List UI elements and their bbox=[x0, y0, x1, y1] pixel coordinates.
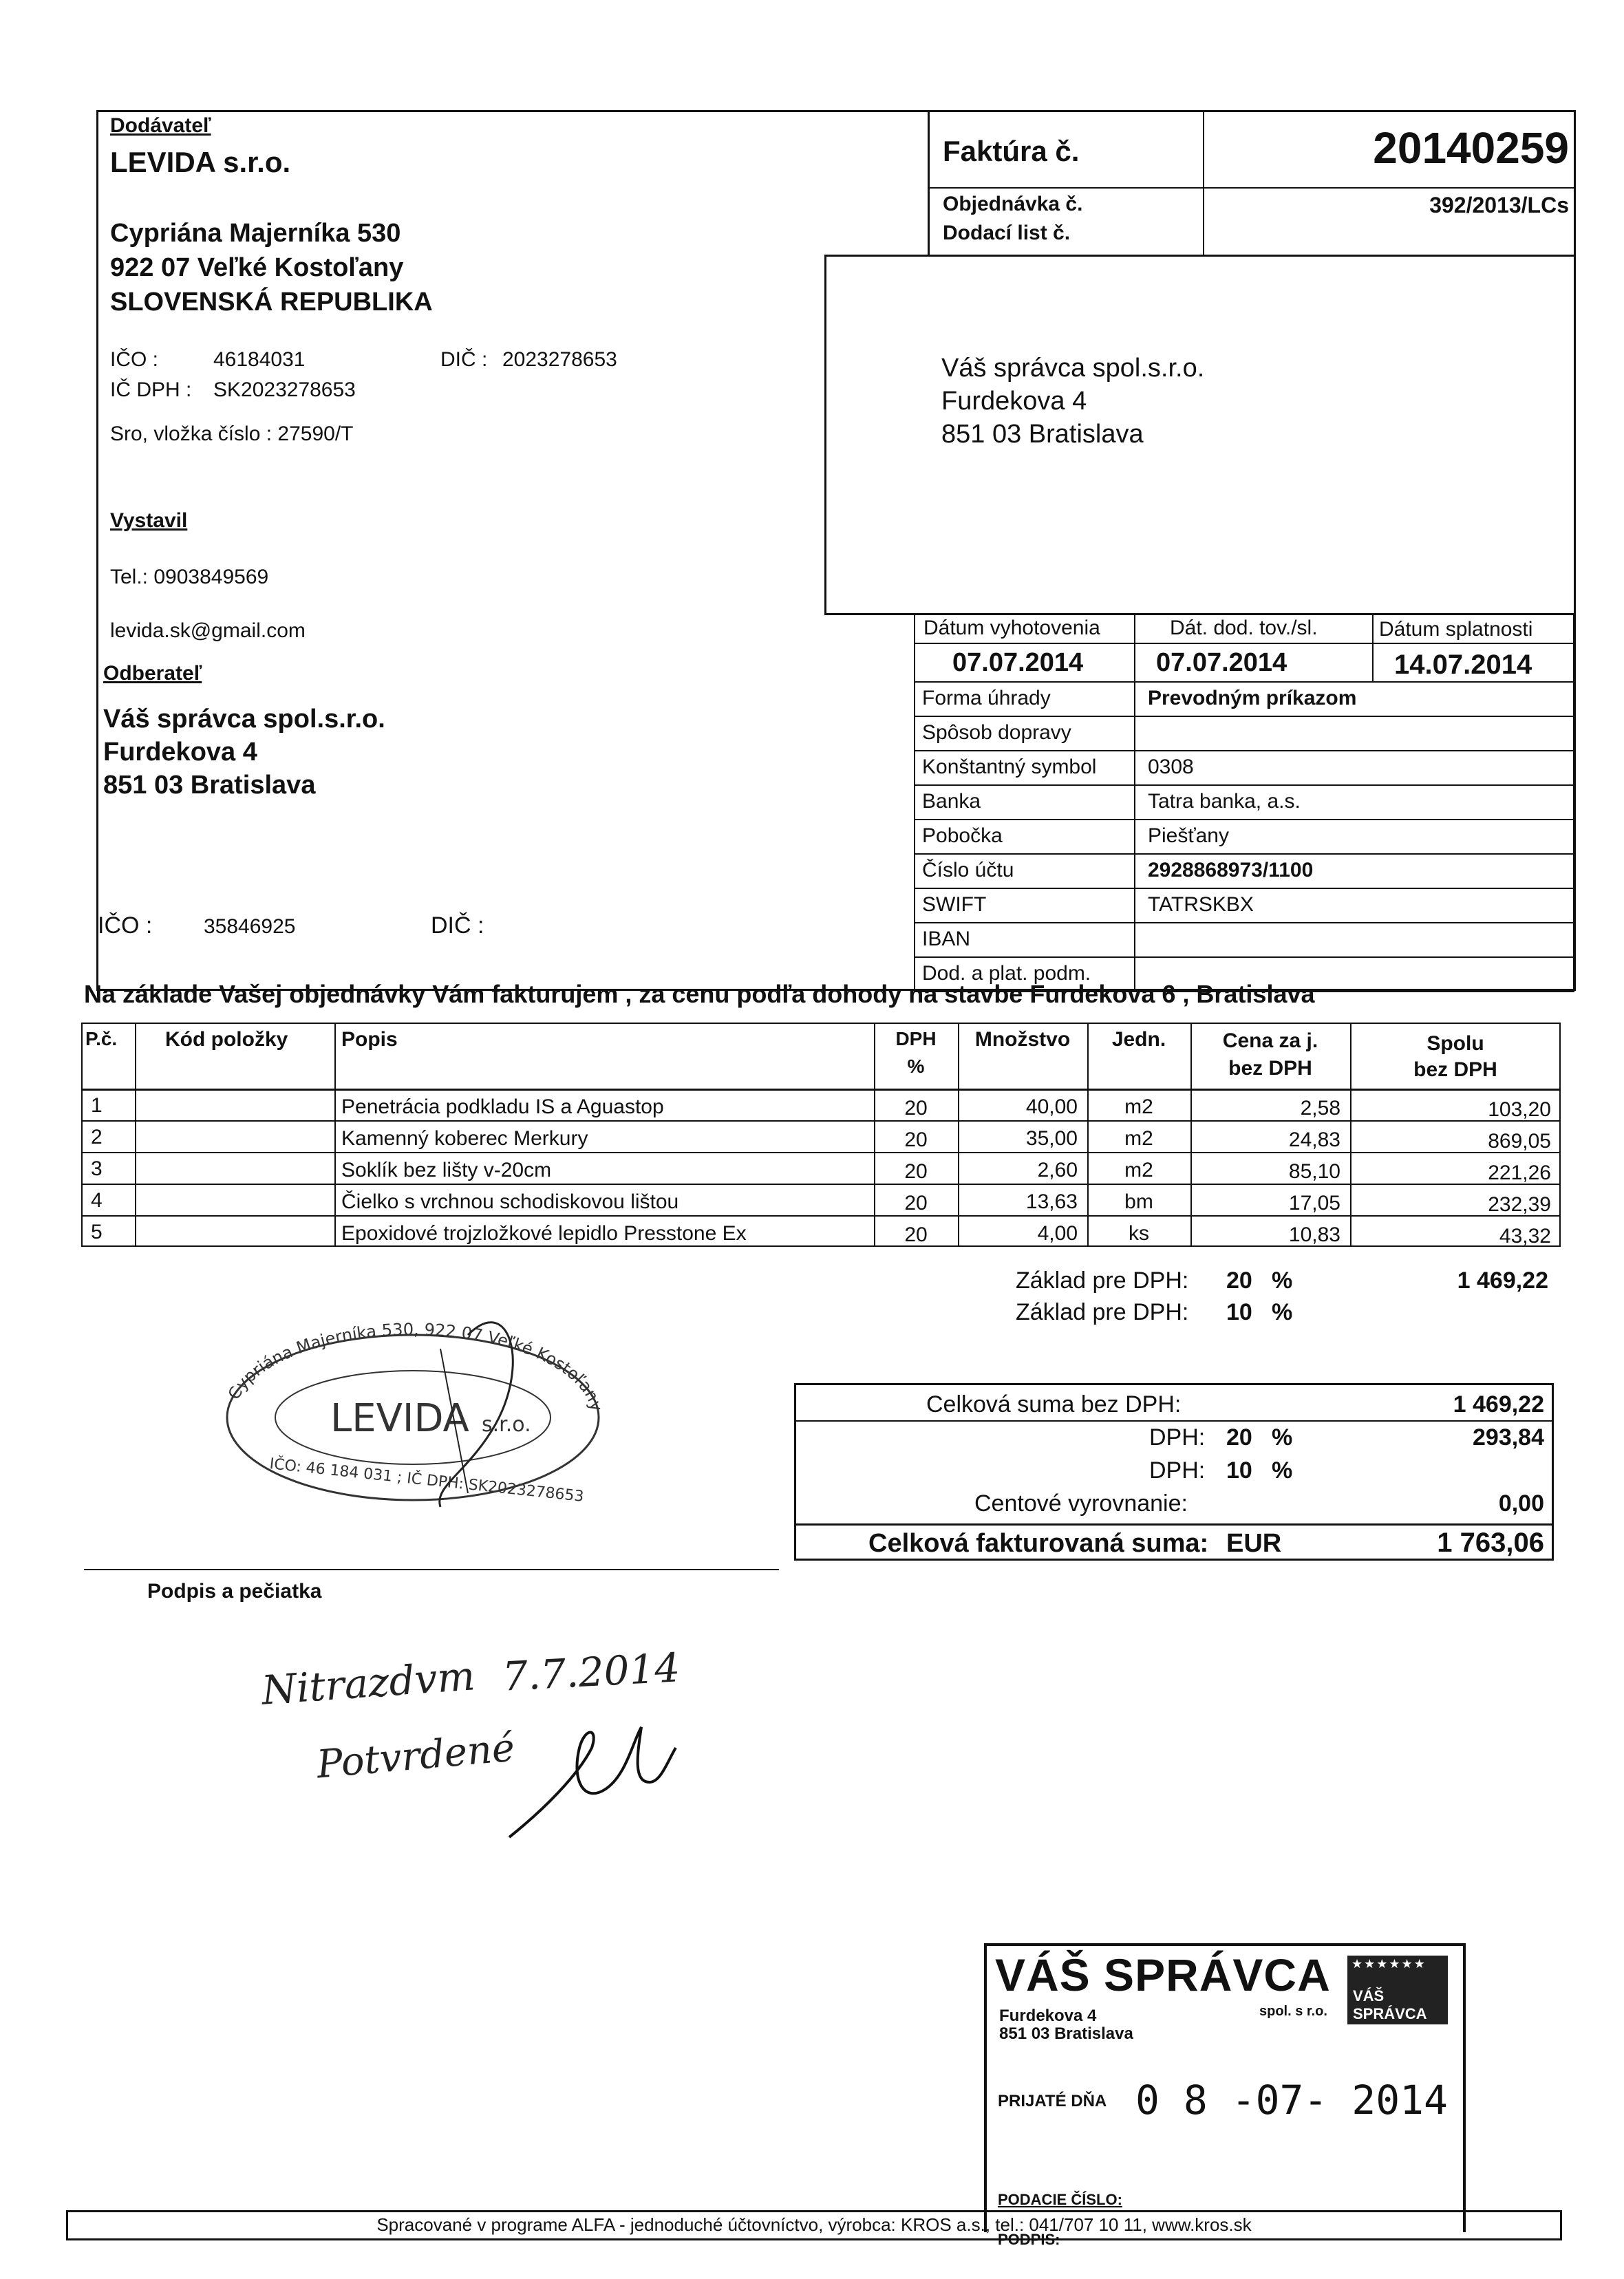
table-row bbox=[81, 1120, 1561, 1122]
row-pc: 4 bbox=[91, 1189, 103, 1212]
supplier-ico-label: IČO : bbox=[110, 348, 159, 371]
issued-by-heading: Vystavil bbox=[110, 509, 188, 532]
footer-text: Spracované v programe ALFA - jednoduché účtovníctvo, výrobca: KROS a.s., tel.: 041/707 10 11, www.kros.sk bbox=[376, 2214, 1252, 2235]
supplier-icdph: SK2023278653 bbox=[213, 378, 356, 401]
recipient-address-box bbox=[824, 255, 1576, 615]
supplier-heading: Dodávateľ bbox=[110, 114, 211, 137]
col-header-price-net: bez DPH bbox=[1228, 1057, 1312, 1080]
col-header-desc: Popis bbox=[341, 1028, 398, 1051]
vat-base-10-pct: % bbox=[1272, 1299, 1293, 1325]
vat-base-20-pct: % bbox=[1272, 1267, 1293, 1294]
supplier-city: 922 07 Veľké Kostoľany bbox=[110, 253, 404, 282]
row-vat: 20 bbox=[904, 1223, 928, 1246]
row-pc: 3 bbox=[91, 1157, 103, 1180]
row-price: 10,83 bbox=[1288, 1223, 1340, 1246]
row-desc: Soklík bez lišty v-20cm bbox=[341, 1159, 552, 1181]
stamp-city: 851 03 Bratislava bbox=[999, 2024, 1133, 2043]
col-header-pc: P.č. bbox=[85, 1028, 118, 1049]
row-unit: m2 bbox=[1124, 1095, 1153, 1118]
supplier-email: levida.sk@gmail.com bbox=[110, 619, 306, 642]
col-header-price: Cena za j. bbox=[1222, 1029, 1318, 1052]
payment-label: Banka bbox=[922, 790, 981, 813]
customer-name: Váš správca spol.s.r.o. bbox=[103, 705, 385, 734]
row-price: 17,05 bbox=[1288, 1192, 1340, 1215]
row-vat: 20 bbox=[904, 1160, 928, 1183]
recipient-street: Furdekova 4 bbox=[941, 387, 1087, 416]
row-qty: 13,63 bbox=[1025, 1190, 1078, 1213]
row-price: 24,83 bbox=[1288, 1128, 1340, 1151]
row-qty: 4,00 bbox=[1037, 1222, 1078, 1245]
customer-ico-label: IČO : bbox=[98, 912, 153, 939]
row-total: 232,39 bbox=[1488, 1193, 1551, 1216]
stamp-logo bbox=[1347, 1956, 1448, 2024]
vat-base-20-amount: 1 469,22 bbox=[1457, 1267, 1548, 1294]
row-pc: 5 bbox=[91, 1221, 103, 1243]
stamp-logo-text: VÁŠ SPRÁVCA bbox=[1353, 1987, 1427, 2022]
col-header-code: Kód položky bbox=[165, 1028, 288, 1051]
payment-label: Číslo účtu bbox=[922, 859, 1014, 881]
issue-date: 07.07.2014 bbox=[952, 648, 1084, 677]
invoice-divider bbox=[928, 111, 930, 256]
stamp-logo-stars: ★★★★★★ bbox=[1351, 1957, 1427, 1971]
net-total-label: Celková suma bez DPH: bbox=[926, 1391, 1182, 1417]
row-unit: m2 bbox=[1124, 1159, 1153, 1181]
col-header-total: Spolu bbox=[1427, 1032, 1484, 1055]
supplier-street: Cypriána Majerníka 530 bbox=[110, 219, 401, 248]
customer-ico: 35846925 bbox=[204, 915, 296, 938]
row-total: 43,32 bbox=[1499, 1225, 1551, 1248]
payment-label: Spôsob dopravy bbox=[922, 721, 1071, 744]
vat-10-label: DPH: bbox=[1149, 1457, 1206, 1484]
rounding-amount: 0,00 bbox=[1498, 1490, 1544, 1517]
row-unit: bm bbox=[1124, 1190, 1153, 1213]
handwritten-signature bbox=[495, 1700, 716, 1851]
row-total: 103,20 bbox=[1488, 1098, 1551, 1121]
stamp-sub: spol. s r.o. bbox=[1259, 2004, 1327, 2019]
payment-row-rule bbox=[914, 750, 1574, 751]
row-vat: 20 bbox=[904, 1192, 928, 1215]
payment-value: 0308 bbox=[1148, 756, 1194, 778]
row-qty: 40,00 bbox=[1025, 1095, 1078, 1118]
stamp-received-date: 0 8 -07- 2014 bbox=[1135, 2077, 1448, 2123]
payment-row-rule bbox=[914, 956, 1574, 958]
supplier-phone: Tel.: 0903849569 bbox=[110, 566, 269, 588]
handwritten-note-1: Nitrazdvm bbox=[260, 1652, 477, 1714]
grand-total-currency: EUR bbox=[1226, 1529, 1282, 1558]
order-number: 392/2013/LCs bbox=[1429, 193, 1569, 217]
payment-value-col bbox=[1134, 681, 1135, 991]
rounding-label: Centové vyrovnanie: bbox=[974, 1490, 1188, 1517]
recipient-name: Váš správca spol.s.r.o. bbox=[941, 354, 1205, 383]
row-qty: 2,60 bbox=[1037, 1159, 1078, 1181]
row-desc: Epoxidové trojzložkové lepidlo Presstone Ex bbox=[341, 1222, 747, 1245]
summary-top-rule bbox=[794, 1420, 1554, 1422]
payment-value: TATRSKBX bbox=[1148, 893, 1254, 916]
payment-row-rule bbox=[914, 922, 1574, 923]
payment-row-rule bbox=[914, 784, 1574, 786]
stamp-sign-label: PODPIS: bbox=[998, 2231, 1060, 2248]
seal-ring-text: Cypriána Majerníka 530, 922 07 Veľké Kostoľany bbox=[224, 1319, 607, 1413]
due-date-label: Dátum splatnosti bbox=[1379, 618, 1533, 641]
payment-label: SWIFT bbox=[922, 893, 987, 916]
invoice-number: 20140259 bbox=[1373, 123, 1569, 173]
col-header-vat-pct: % bbox=[907, 1056, 925, 1077]
payment-value: Prevodným príkazom bbox=[1148, 687, 1357, 709]
stamp-street: Furdekova 4 bbox=[999, 2007, 1097, 2025]
invoice-number-divider bbox=[1203, 111, 1204, 256]
summary-total-rule bbox=[794, 1523, 1554, 1526]
customer-street: Furdekova 4 bbox=[103, 738, 257, 767]
supplier-name: LEVIDA s.r.o. bbox=[110, 146, 291, 178]
stamp-received-label: PRIJATÉ DŇA bbox=[998, 2092, 1107, 2110]
payment-label: Konštantný symbol bbox=[922, 756, 1097, 778]
col-header-unit: Jedn. bbox=[1111, 1028, 1166, 1051]
customer-dic-label: DIČ : bbox=[431, 912, 484, 939]
row-total: 221,26 bbox=[1488, 1162, 1551, 1184]
dates-col-3 bbox=[1372, 615, 1374, 681]
signature-label: Podpis a pečiatka bbox=[147, 1580, 322, 1603]
issue-date-label: Dátum vyhotovenia bbox=[923, 617, 1100, 639]
vat-base-20-label: Základ pre DPH: bbox=[1016, 1267, 1189, 1294]
supplier-register: Sro, vložka číslo : 27590/T bbox=[110, 422, 354, 445]
vat-10-rate: 10 bbox=[1226, 1457, 1252, 1484]
row-price: 85,10 bbox=[1288, 1160, 1340, 1183]
seal-ids: IČO: 46 184 031 ; IČ DPH: SK2023278653 bbox=[268, 1455, 585, 1506]
col-header-total-net: bez DPH bbox=[1413, 1058, 1497, 1081]
payment-value: 2928868973/1100 bbox=[1148, 859, 1314, 881]
table-row bbox=[81, 1152, 1561, 1153]
payment-label: IBAN bbox=[922, 928, 971, 950]
table-column-rule bbox=[334, 1023, 336, 1247]
row-price: 2,58 bbox=[1300, 1097, 1340, 1120]
payment-row-rule bbox=[914, 716, 1574, 717]
due-date: 14.07.2014 bbox=[1394, 650, 1532, 680]
vat-20-amount: 293,84 bbox=[1473, 1424, 1544, 1451]
payment-value: Piešťany bbox=[1148, 824, 1229, 847]
row-vat: 20 bbox=[904, 1128, 928, 1151]
row-pc: 1 bbox=[91, 1094, 103, 1117]
order-label: Objednávka č. bbox=[943, 193, 1083, 215]
stamp-brand: VÁŠ SPRÁVCA bbox=[995, 1949, 1331, 2000]
dates-col-2 bbox=[1134, 615, 1135, 681]
payment-label: Forma úhrady bbox=[922, 687, 1051, 709]
row-unit: m2 bbox=[1124, 1127, 1153, 1150]
supplier-ico: 46184031 bbox=[213, 348, 306, 371]
delivery-date-label: Dát. dod. tov./sl. bbox=[1170, 617, 1318, 639]
invoice-title-rule bbox=[928, 187, 1574, 189]
dates-value-rule bbox=[914, 681, 1574, 683]
supplier-country: SLOVENSKÁ REPUBLIKA bbox=[110, 288, 433, 317]
payment-label: Pobočka bbox=[922, 824, 1003, 847]
customer-city: 851 03 Bratislava bbox=[103, 771, 316, 800]
payment-label: Dod. a plat. podm. bbox=[922, 962, 1091, 985]
row-desc: Kamenný koberec Merkury bbox=[341, 1127, 588, 1150]
dates-label-rule bbox=[914, 643, 1574, 644]
invoice-intro: Na základe Vašej objednávky Vám fakturujem , za cenu podľa dohody na stavbe Furdekova 6 , Bratislava bbox=[84, 980, 1315, 1008]
col-header-qty: Množstvo bbox=[974, 1028, 1071, 1051]
vat-10-pct: % bbox=[1272, 1457, 1293, 1484]
row-vat: 20 bbox=[904, 1097, 928, 1120]
recipient-city: 851 03 Bratislava bbox=[941, 420, 1144, 449]
supplier-dic-label: DIČ : bbox=[440, 348, 488, 371]
stamp-filing-label: PODACIE ČÍSLO: bbox=[998, 2191, 1122, 2208]
vat-base-20-rate: 20 bbox=[1226, 1267, 1252, 1294]
row-desc: Čielko s vrchnou schodiskovou lištou bbox=[341, 1190, 679, 1213]
row-desc: Penetrácia podkladu IS a Aguastop bbox=[341, 1095, 664, 1118]
grand-total: 1 763,06 bbox=[1437, 1528, 1544, 1558]
vat-20-pct: % bbox=[1272, 1424, 1293, 1451]
supplier-dic: 2023278653 bbox=[502, 348, 617, 371]
table-column-rule bbox=[135, 1023, 136, 1247]
col-header-vat: DPH bbox=[895, 1028, 937, 1049]
invoice-title: Faktúra č. bbox=[943, 135, 1080, 167]
delivery-note-label: Dodací list č. bbox=[943, 222, 1071, 244]
vat-20-rate: 20 bbox=[1226, 1424, 1252, 1451]
vat-20-label: DPH: bbox=[1149, 1424, 1206, 1451]
payment-grid-left bbox=[914, 615, 915, 991]
signature-line bbox=[84, 1569, 779, 1570]
table-row bbox=[81, 1215, 1561, 1217]
table-row bbox=[81, 1184, 1561, 1185]
supplier-icdph-label: IČ DPH : bbox=[110, 378, 192, 401]
row-unit: ks bbox=[1129, 1222, 1149, 1245]
handwritten-date: 7.7.2014 bbox=[501, 1644, 681, 1700]
company-seal bbox=[206, 1307, 619, 1514]
payment-row-rule bbox=[914, 853, 1574, 855]
row-qty: 35,00 bbox=[1025, 1127, 1078, 1150]
payment-value: Tatra banka, a.s. bbox=[1148, 790, 1301, 813]
net-total: 1 469,22 bbox=[1453, 1391, 1544, 1417]
vat-base-10-rate: 10 bbox=[1226, 1299, 1252, 1325]
delivery-date: 07.07.2014 bbox=[1156, 648, 1288, 677]
seal-sro: s.r.o. bbox=[482, 1413, 531, 1437]
customer-heading: Odberateľ bbox=[103, 662, 202, 685]
table-header-rule bbox=[81, 1089, 1561, 1091]
seal-name: LEVIDA bbox=[330, 1396, 469, 1441]
vat-base-10-label: Základ pre DPH: bbox=[1016, 1299, 1189, 1325]
payment-row-rule bbox=[914, 819, 1574, 820]
grand-total-label: Celková fakturovaná suma: bbox=[868, 1529, 1209, 1558]
row-total: 869,05 bbox=[1488, 1130, 1551, 1153]
handwritten-note-2: Potvrdené bbox=[314, 1725, 517, 1788]
row-pc: 2 bbox=[91, 1126, 103, 1148]
payment-row-rule bbox=[914, 888, 1574, 889]
payment-grid-right bbox=[1573, 615, 1574, 991]
